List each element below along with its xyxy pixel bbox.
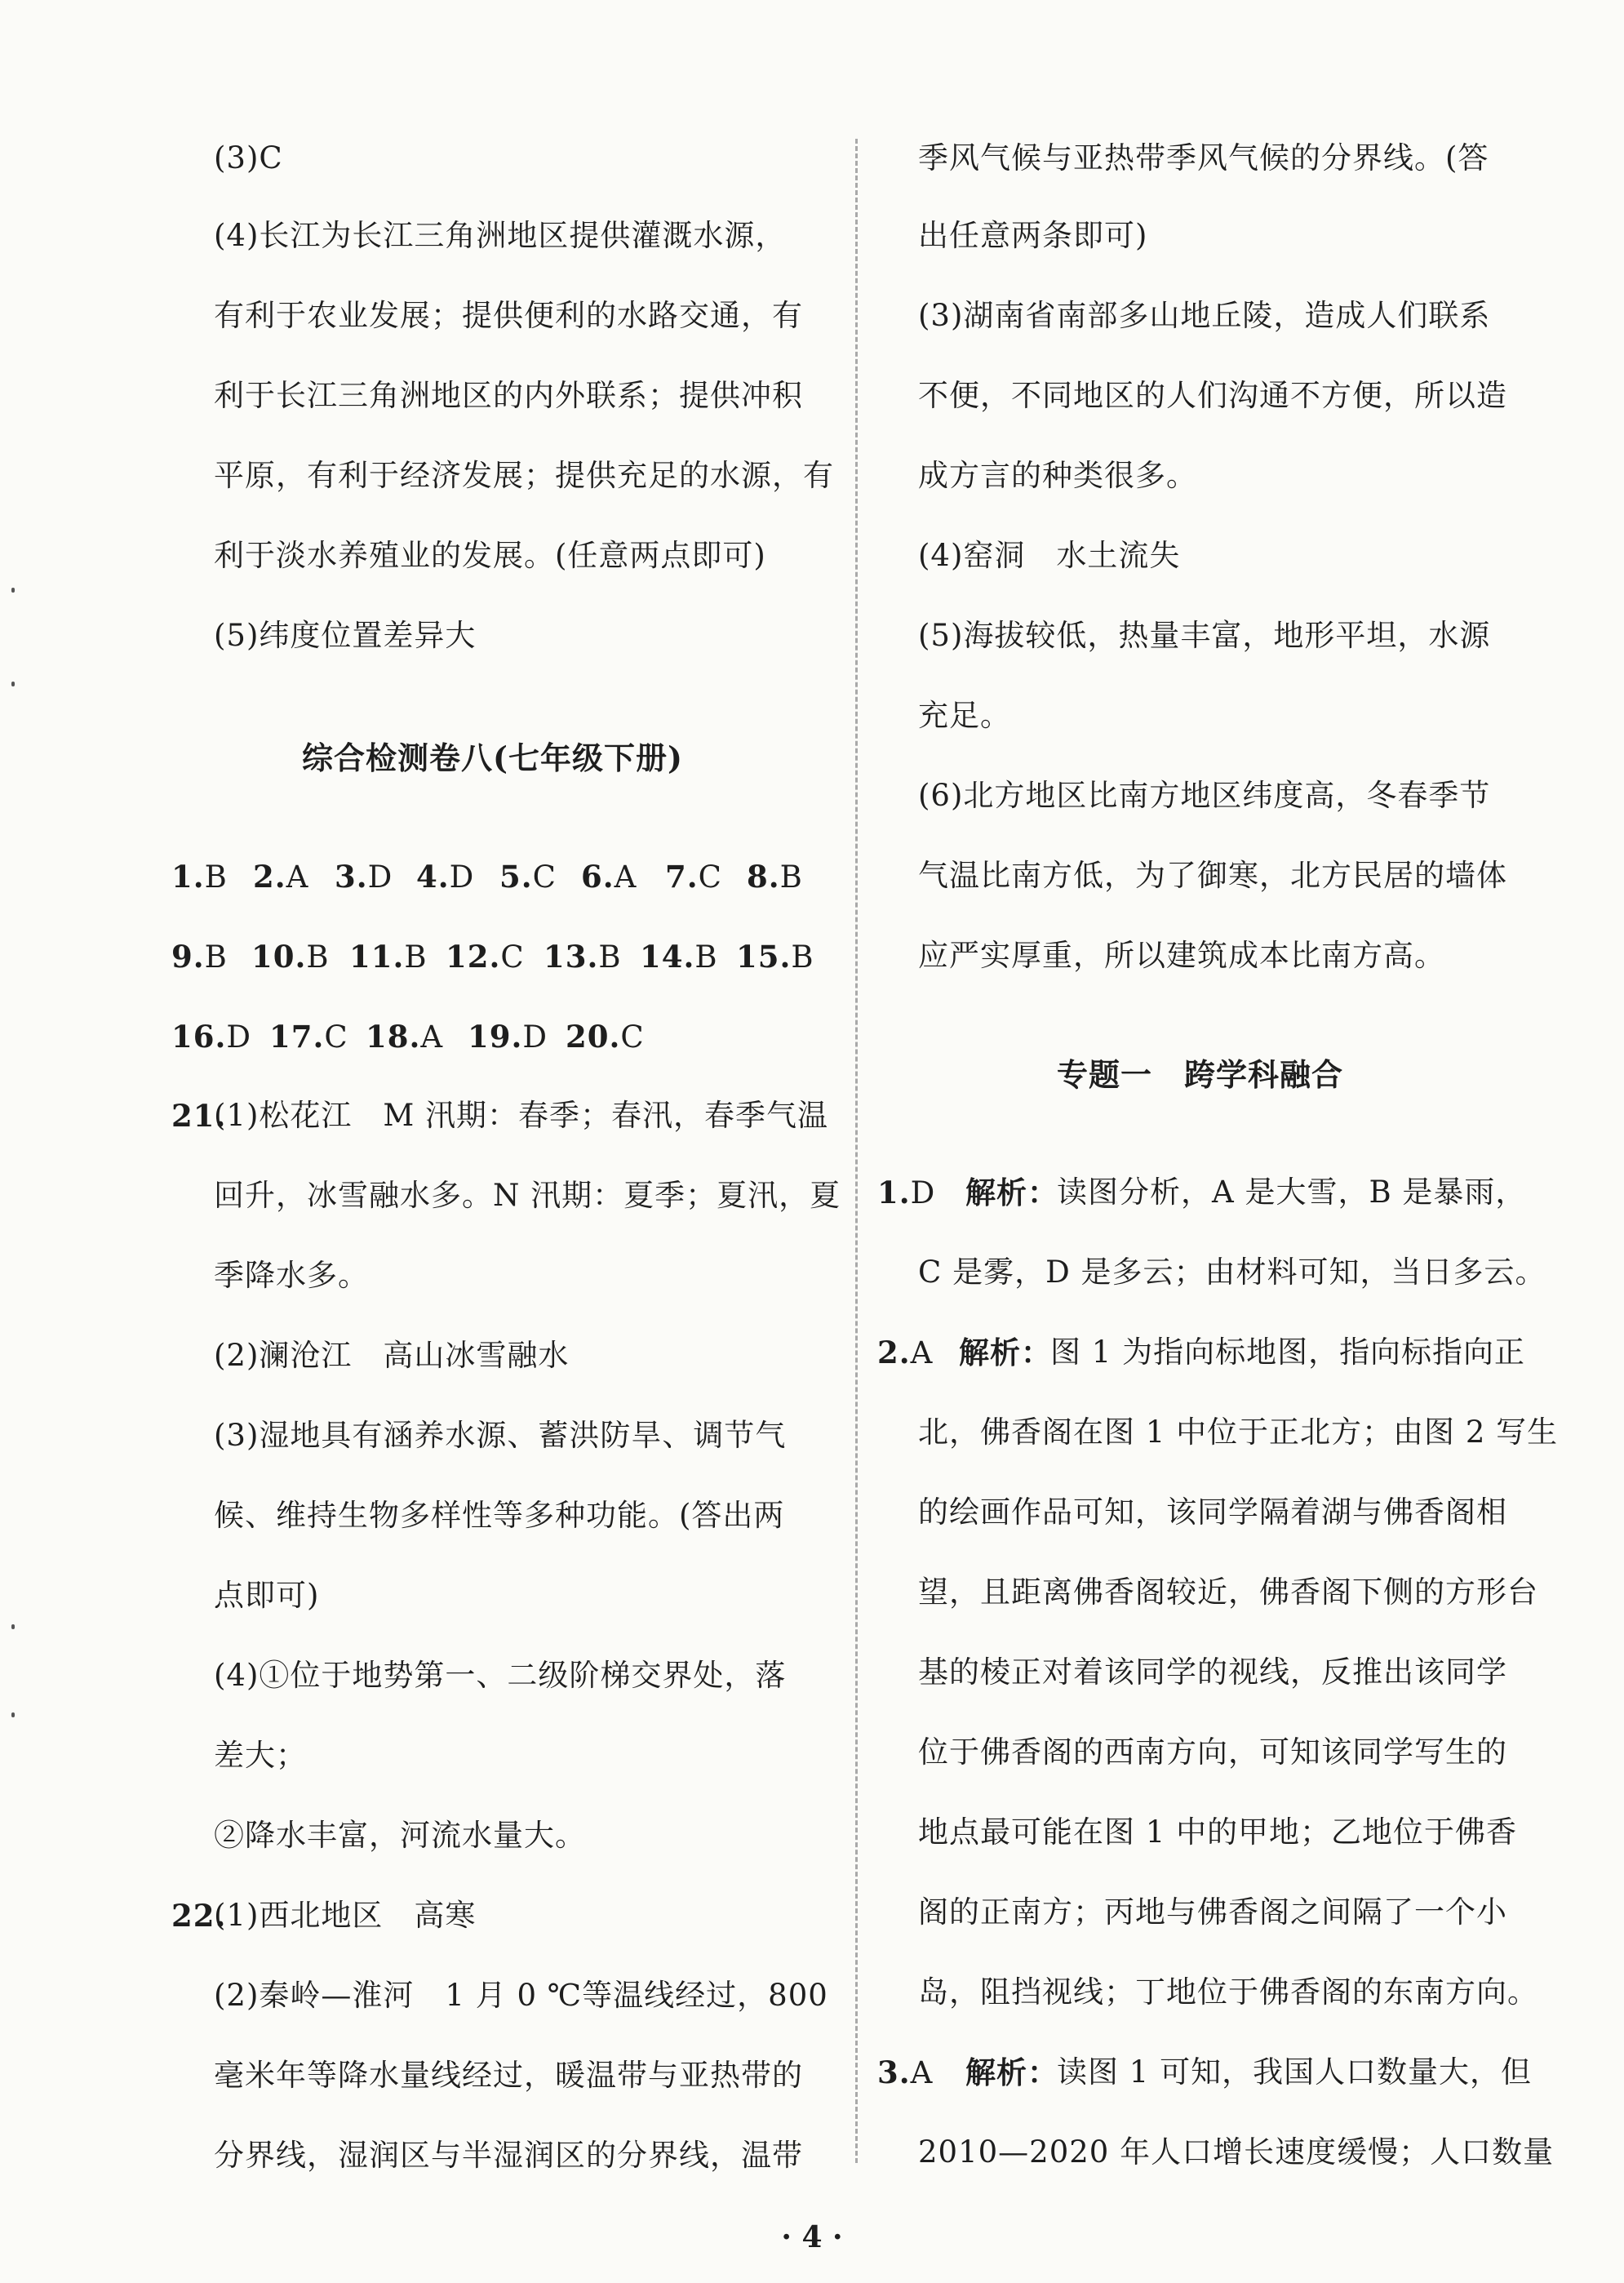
answer-item: 20.C	[566, 1019, 645, 1055]
answer-item: 13.B	[544, 939, 622, 975]
text-line: 地点最可能在图 1 中的甲地；乙地位于佛香	[918, 1814, 1518, 1850]
page-number: · 4 ·	[781, 2220, 843, 2254]
scan-speck	[11, 682, 15, 686]
answer-item: 8.B	[747, 859, 803, 895]
text-line: 不便，不同地区的人们沟通不方便，所以造	[918, 378, 1507, 413]
analysis-label: 解析：	[965, 1175, 1058, 1210]
text-line: (3)湖南省南部多山地丘陵，造成人们联系	[918, 298, 1491, 333]
text-line: 有利于农业发展；提供便利的水路交通，有	[214, 298, 803, 333]
text-line: 岛，阻挡视线；丁地位于佛香阁的东南方向。	[918, 1974, 1538, 2010]
question-number: 21.	[171, 1098, 227, 1134]
answer-item: 11.B	[349, 939, 428, 975]
answer-item: 16.D	[171, 1019, 252, 1055]
answer-item: 4.D	[416, 859, 475, 895]
text-line: 分界线，湿润区与半湿润区的分界线，温带	[214, 2138, 803, 2173]
text-line: 平原，有利于经济发展；提供充足的水源，有	[214, 458, 834, 493]
text-line: C 是雾，D 是多云；由材料可知，当日多云。	[918, 1255, 1546, 1290]
text-line: (4)长江为长江三角洲地区提供灌溉水源，	[214, 218, 787, 253]
text-line: 出任意两条即可)	[918, 218, 1148, 253]
text-line: ②降水丰富，河流水量大。	[214, 1818, 586, 1853]
text-line: 利于淡水养殖业的发展。(任意两点即可)	[214, 538, 766, 573]
text-line: 利于长江三角洲地区的内外联系；提供冲积	[214, 378, 803, 413]
question-answer: 3.A	[877, 2054, 934, 2090]
answer-item: 3.D	[335, 859, 393, 895]
text-line: 成方言的种类很多。	[918, 458, 1197, 493]
answer-item: 19.D	[468, 1019, 548, 1055]
text-line: 季风气候与亚热带季风气候的分界线。(答	[918, 140, 1489, 175]
text-line: (3)湿地具有涵养水源、蓄洪防旱、调节气	[214, 1418, 787, 1453]
analysis-label: 解析：	[959, 1335, 1052, 1370]
answer-item: 6.A	[581, 859, 637, 895]
scan-speck	[11, 1624, 15, 1629]
text-line: (2)澜沧江 高山冰雪融水	[214, 1338, 570, 1373]
text-line: 的绘画作品可知，该同学隔着湖与佛香阁相	[918, 1495, 1507, 1530]
answer-item: 18.A	[366, 1019, 444, 1055]
answer-item: 10.B	[251, 939, 330, 975]
section-title: 综合检测卷八(七年级下册)	[302, 740, 683, 776]
text-line: 望，且距离佛香阁较近，佛香阁下侧的方形台	[918, 1575, 1538, 1610]
question-number: 22.	[171, 1898, 227, 1934]
text-line: (2)秦岭—淮河 1 月 0 ℃等温线经过，800	[214, 1978, 828, 2013]
text-line: 回升，冰雪融水多。N 汛期：夏季；夏汛，夏	[214, 1178, 841, 1213]
text-line: 阁的正南方；丙地与佛香阁之间隔了一个小	[918, 1894, 1507, 1930]
answer-item: 15.B	[736, 939, 814, 975]
text-line: (1)松花江 M 汛期：春季；春汛，春季气温	[214, 1098, 829, 1133]
text-line: 图 1 为指向标地图，指向标指向正	[1050, 1335, 1526, 1370]
text-line: 北，佛香阁在图 1 中位于正北方；由图 2 写生	[918, 1415, 1559, 1450]
text-line: 差大；	[214, 1738, 307, 1773]
text-line: 2010—2020 年人口增长速度缓慢；人口数量	[918, 2134, 1555, 2170]
text-line: (4)窑洞 水土流失	[918, 538, 1181, 573]
text-line: 候、维持生物多样性等多种功能。(答出两	[214, 1498, 785, 1533]
text-line: 应严实厚重，所以建筑成本比南方高。	[918, 938, 1445, 973]
answer-item: 12.C	[446, 939, 525, 975]
scan-speck	[11, 1712, 15, 1717]
answer-item: 14.B	[640, 939, 718, 975]
section-title: 专题一 跨学科融合	[1057, 1056, 1344, 1093]
text-line: 季降水多。	[214, 1258, 369, 1293]
answer-item: 17.C	[269, 1019, 348, 1055]
text-line: (1)西北地区 高寒	[214, 1898, 477, 1933]
answer-item: 9.B	[171, 939, 228, 975]
text-line: (5)海拔较低，热量丰富，地形平坦，水源	[918, 618, 1491, 653]
analysis-label: 解析：	[965, 2054, 1058, 2090]
question-answer: 2.A	[877, 1335, 934, 1370]
text-line: 读图分析，A 是大雪，B 是暴雨，	[1057, 1175, 1527, 1210]
answer-item: 7.C	[665, 859, 722, 895]
text-line: 基的棱正对着该同学的视线，反推出该同学	[918, 1655, 1507, 1690]
text-line: 充足。	[918, 698, 1011, 733]
text-line: 气温比南方低，为了御寒，北方民居的墙体	[918, 858, 1507, 893]
scan-speck	[11, 588, 15, 593]
text-line: 毫米年等降水量线经过，暖温带与亚热带的	[214, 2058, 803, 2093]
text-line: 读图 1 可知，我国人口数量大，但	[1057, 2054, 1533, 2090]
text-line: (5)纬度位置差异大	[214, 618, 477, 653]
answer-item: 2.A	[253, 859, 309, 895]
column-divider	[855, 139, 858, 2163]
answer-item: 5.C	[499, 859, 557, 895]
question-answer: 1.D	[877, 1175, 936, 1210]
text-line: (6)北方地区比南方地区纬度高，冬春季节	[918, 778, 1491, 813]
text-line: 点即可)	[214, 1578, 320, 1613]
text-line: 位于佛香阁的西南方向，可知该同学写生的	[918, 1734, 1507, 1770]
answer-item: 1.B	[171, 859, 228, 895]
text-line: (3)C	[214, 140, 283, 175]
text-line: (4)①位于地势第一、二级阶梯交界处，落	[214, 1658, 787, 1693]
